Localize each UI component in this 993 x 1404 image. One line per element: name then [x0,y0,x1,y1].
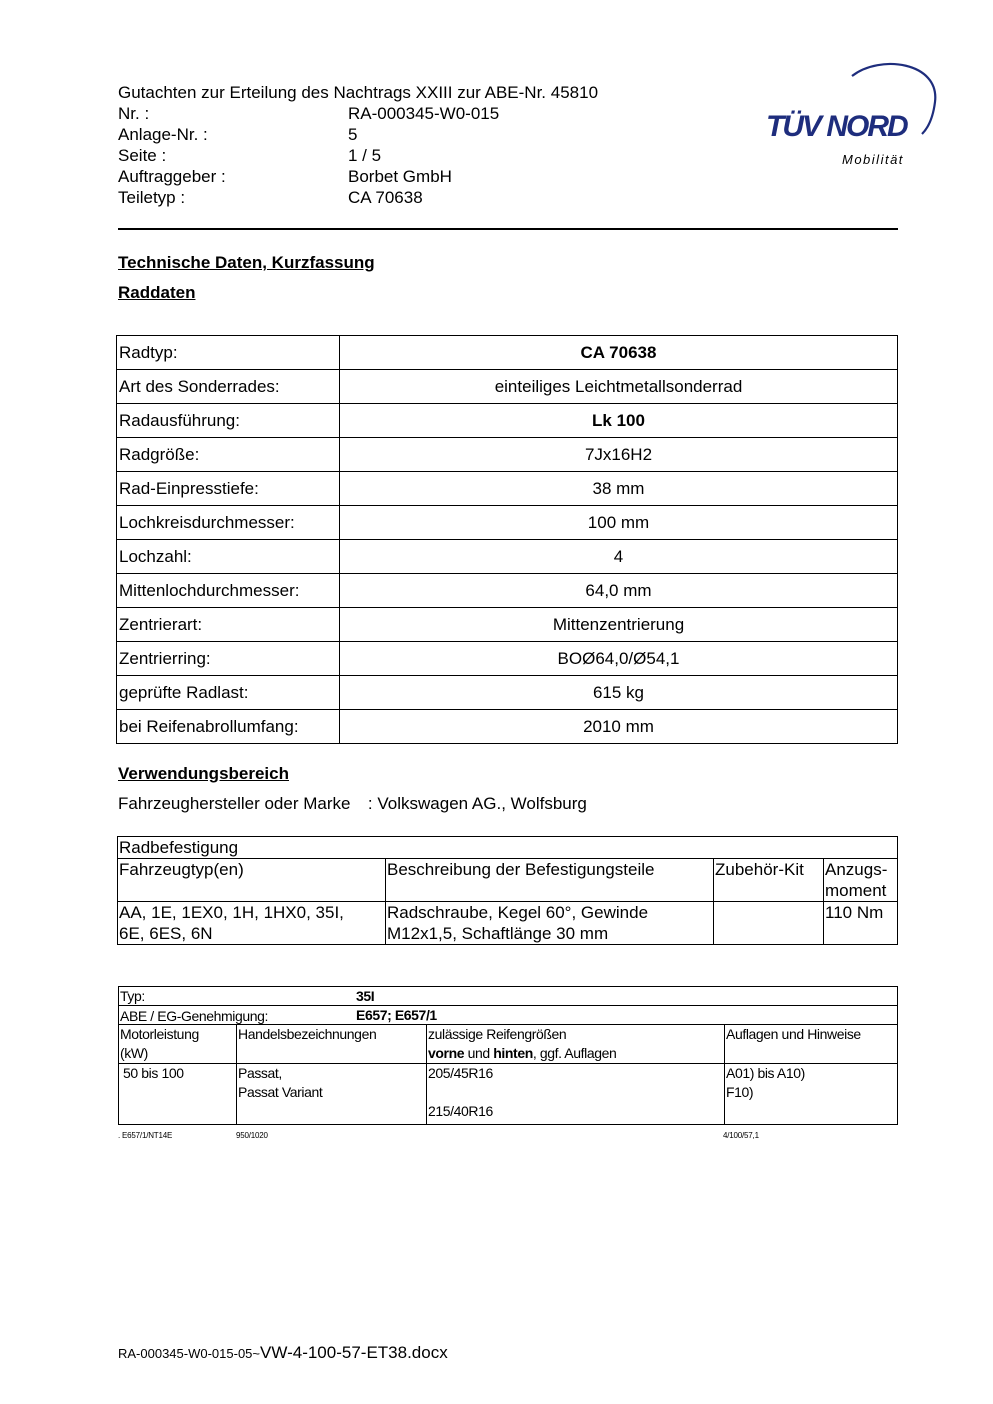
header-auflagen: Auflagen und Hinweise [725,1025,898,1064]
section-raddaten-heading: Raddaten [118,283,196,302]
header-zubehoer-kit: Zubehör-Kit [714,859,824,902]
header-fahrzeugtyp: Fahrzeugtyp(en) [118,859,386,902]
cell-line: 215/40R16 [428,1103,493,1119]
table-row [117,336,898,370]
header-anzugs: Anzugs- [825,860,888,879]
header-row-teiletyp [118,187,638,208]
logo-sub-text: Mobilität [842,152,904,167]
table-row [119,987,898,1006]
header-label: Anlage-Nr. : [118,125,208,144]
table-row [118,859,898,902]
cell-line: A01) bis A10) [726,1065,805,1081]
table-row [119,1025,898,1064]
cell-motorleistung: 50 bis 100 [119,1064,237,1125]
text-hinten: hinten [493,1045,533,1061]
header-beschreibung: Beschreibung der Befestigungsteile [386,859,714,902]
header-label: Auftraggeber : [118,167,226,186]
table-cell-value: 100 mm [340,506,898,540]
header-row-nr [118,103,638,124]
text-und: und [464,1045,494,1061]
cell-line: F10) [726,1084,754,1100]
footer-id: RA-000345-W0-015-05~ [118,1346,260,1361]
typ-table [118,986,898,1125]
table-cell-key: Lochzahl: [117,540,340,574]
footer-filename: VW-4-100-57-ET38.docx [260,1343,448,1362]
text-rest: , ggf. Auflagen [532,1045,617,1061]
header-handelsbezeichnungen: Handelsbezeichnungen [237,1025,427,1064]
cell-line: Passat, [238,1065,282,1081]
section-verwendung-heading: Verwendungsbereich [118,764,289,783]
table-row [117,370,898,404]
cell-line: (kW) [120,1045,148,1061]
table-cell-value: 64,0 mm [340,574,898,608]
table-cell-value: BOØ64,0/Ø54,1 [340,642,898,676]
verwendung-line [118,794,587,814]
raddaten-table [116,335,898,744]
table-cell-value: einteiliges Leichtmetallsonderrad [340,370,898,404]
header-value: Borbet GmbH [348,167,452,186]
cell-zubehoer-kit [714,902,824,945]
cell-handelsbezeichnungen [237,1064,427,1125]
text-vorne: vorne [428,1045,465,1061]
typ-footnote-1: . E657/1/NT14E [118,1131,173,1140]
header-divider [118,228,898,230]
table-row [118,837,898,859]
table-cell-key: Zentrierart: [117,608,340,642]
typ-label: Typ: [120,988,145,1004]
table-cell-key: geprüfte Radlast: [117,676,340,710]
cell-line: Passat Variant [238,1084,323,1100]
abe-label: ABE / EG-Genehmigung: [120,1008,269,1024]
table-cell-key: Radgröße: [117,438,340,472]
table-row [117,540,898,574]
table-row [117,506,898,540]
table-cell-key: Mittenlochdurchmesser: [117,574,340,608]
cell-fahrzeugtypen [118,902,386,945]
header-value: 1 / 5 [348,146,382,165]
cell-line: M12x1,5, Schaftlänge 30 mm [387,924,609,943]
abe-row [119,1006,898,1025]
table-cell-key: Radausführung: [117,404,340,438]
table-row [117,404,898,438]
table-cell-value: CA 70638 [340,336,898,370]
cell-anzugsmoment: 110 Nm [824,902,898,945]
table-row [117,472,898,506]
header-row-seite [118,145,638,166]
table-cell-value: 4 [340,540,898,574]
header-row-auftraggeber [118,166,638,187]
cell-line: zulässige Reifengrößen [428,1026,567,1042]
cell-beschreibung [386,902,714,945]
header-value: 5 [348,125,358,144]
table-row [117,438,898,472]
table-cell-key: Radtyp: [117,336,340,370]
logo-brand-text: TÜV NORD [766,110,907,143]
header-moment: moment [825,881,887,900]
typ-row [119,987,898,1006]
tuv-nord-logo [760,58,940,170]
cell-line: AA, 1E, 1EX0, 1H, 1HX0, 35I, [119,903,344,922]
table-cell-value: Lk 100 [340,404,898,438]
header-value: RA-000345-W0-015 [348,104,500,123]
header-reifengroessen [427,1025,725,1064]
table-row [117,574,898,608]
table-cell-value: 615 kg [340,676,898,710]
page-footer [118,1343,448,1363]
abe-value: E657; E657/1 [356,1007,437,1023]
table-row [117,710,898,744]
table-row [119,1064,898,1125]
table-cell-key: Art des Sonderrades: [117,370,340,404]
table-cell-value: 2010 mm [340,710,898,744]
table-cell-value: Mittenzentrierung [340,608,898,642]
table-row [119,1006,898,1025]
header-label: Teiletyp : [118,188,186,207]
table-cell-value: 7Jx16H2 [340,438,898,472]
header-label: Seite : [118,146,167,165]
header-anzugsmoment [824,859,898,902]
cell-line: 205/45R16 [428,1065,493,1081]
table-cell-key: Rad-Einpresstiefe: [117,472,340,506]
table-cell-key: Zentrierring: [117,642,340,676]
cell-line: Radschraube, Kegel 60°, Gewinde [387,903,649,922]
header-label: Nr. : [118,104,150,123]
cell-line: 6E, 6ES, 6N [119,924,213,943]
section-tech-heading: Technische Daten, Kurzfassung [118,253,375,272]
header-value: CA 70638 [348,188,423,207]
cell-reifengroessen [427,1064,725,1125]
table-row [117,608,898,642]
header-motorleistung [119,1025,237,1064]
table-cell-key: bei Reifenabrollumfang: [117,710,340,744]
cell-line [428,1044,724,1063]
verwendung-value: Volkswagen AG., Wolfsburg [377,794,587,813]
table-row [117,676,898,710]
document-title: Gutachten zur Erteilung des Nachtrags XXIII zur ABE-Nr. 45810 [118,83,599,102]
table-cell-value: 38 mm [340,472,898,506]
verwendung-label: Fahrzeughersteller oder Marke [118,794,351,813]
header-row-anlage [118,124,638,145]
cell-auflagen [725,1064,898,1125]
cell-line: Motorleistung [120,1026,199,1042]
typ-footnote-2: 950/1020 [236,1131,268,1140]
typ-footnote-3: 4/100/57,1 [723,1131,759,1140]
befestigung-table [117,836,898,945]
table-cell-key: Lochkreisdurchmesser: [117,506,340,540]
table-row [117,642,898,676]
befestigung-title: Radbefestigung [118,837,898,859]
table-row [118,902,898,945]
verwendung-separator: : [367,794,373,813]
typ-value: 35I [356,988,375,1004]
